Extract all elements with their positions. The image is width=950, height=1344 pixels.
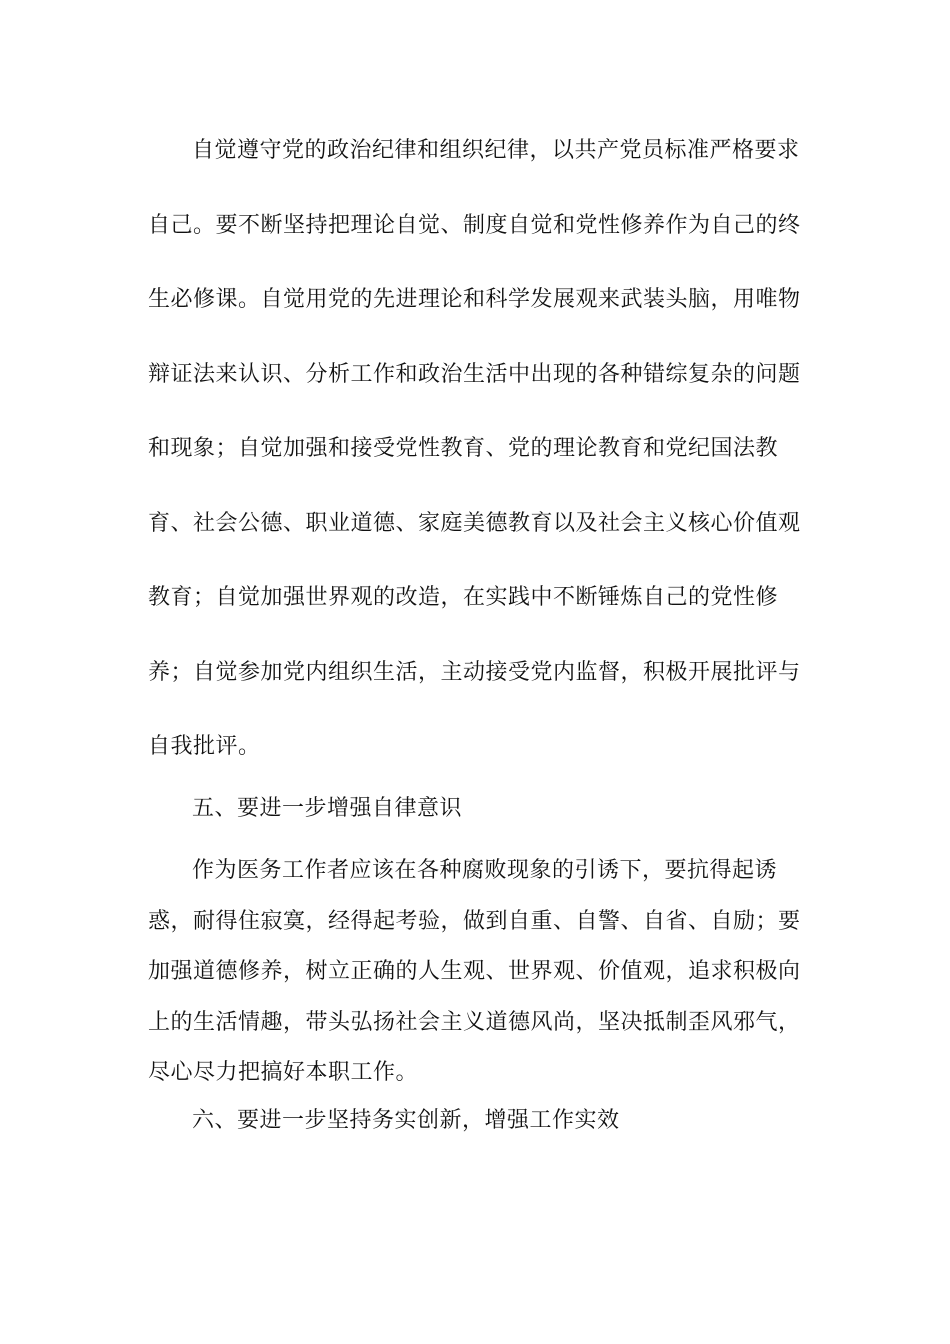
- text-line: 作为医务工作者应该在各种腐败现象的引诱下，要抗得起诱: [192, 858, 778, 883]
- text-line: 自我批评。: [148, 734, 261, 759]
- text-line: 自己。要不断坚持把理论自觉、制度自觉和党性修养作为自己的终: [148, 213, 801, 238]
- text-line: 加强道德修养，树立正确的人生观、世界观、价值观，追求积极向: [148, 959, 801, 984]
- text-line: 惑，耐得住寂寞，经得起考验，做到自重、自警、自省、自励；要: [148, 909, 801, 934]
- text-line: 和现象；自觉加强和接受党性教育、党的理论教育和党纪国法教: [148, 436, 779, 461]
- text-line: 尽心尽力把搞好本职工作。: [148, 1060, 419, 1085]
- section-heading-5: 五、要进一步增强自律意识: [192, 796, 463, 821]
- text-line: 养；自觉参加党内组织生活，主动接受党内监督，积极开展批评与: [148, 660, 801, 685]
- text-line: 生必修课。自觉用党的先进理论和科学发展观来武装头脑，用唯物: [148, 287, 801, 312]
- text-line: 教育；自觉加强世界观的改造，在实践中不断锤炼自己的党性修: [148, 585, 779, 610]
- text-line: 上的生活情趣，带头弘扬社会主义道德风尚，坚决抵制歪风邪气，: [148, 1010, 801, 1035]
- text-line: 自觉遵守党的政治纪律和组织纪律，以共产党员标准严格要求: [192, 138, 800, 163]
- text-line: 辩证法来认识、分析工作和政治生活中出现的各种错综复杂的问题: [148, 362, 801, 387]
- section-heading-6: 六、要进一步坚持务实创新，增强工作实效: [192, 1108, 620, 1133]
- text-line: 育、社会公德、职业道德、家庭美德教育以及社会主义核心价值观: [148, 511, 801, 536]
